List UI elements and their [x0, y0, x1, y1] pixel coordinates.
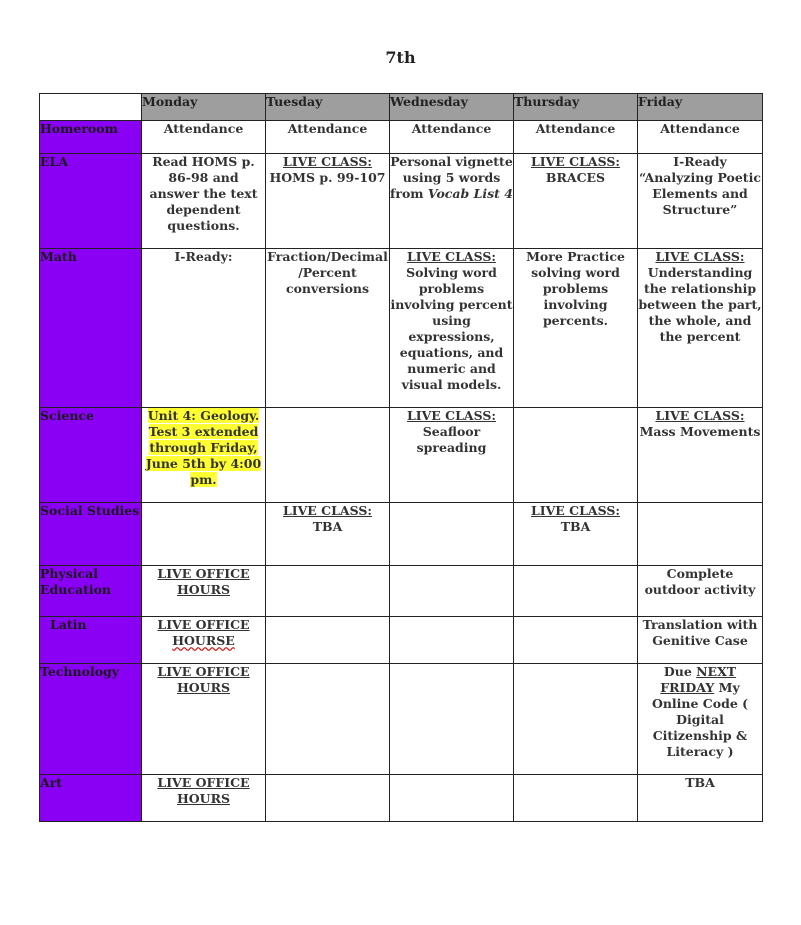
- cell-text: Mass Movements: [639, 424, 761, 439]
- corner-cell: [40, 94, 142, 121]
- live-class-label: LIVE CLASS:: [406, 408, 497, 423]
- cell-science-wednesday: [390, 408, 514, 503]
- row-homeroom: [40, 121, 763, 154]
- cell-text: TBA: [560, 519, 591, 534]
- row-technology: [40, 664, 763, 775]
- cell-latin-friday: Translation with Genitive Case: [638, 617, 763, 664]
- cell-latin-thursday: [514, 617, 638, 664]
- schedule-table: [39, 93, 763, 822]
- live-class-label: LIVE CLASS:: [655, 408, 745, 423]
- office-hours-label: LIVE OFFICE HOURS: [157, 566, 250, 597]
- day-header-friday: Friday: [638, 94, 763, 121]
- day-header-thursday: Thursday: [514, 94, 638, 121]
- day-header-wednesday: Wednesday: [390, 94, 514, 121]
- cell-math-monday: I-Ready:: [142, 249, 266, 408]
- cell-pe-wednesday: [390, 566, 514, 617]
- cell-science-thursday: [514, 408, 638, 503]
- cell-text: Personal vignette using 5 words from: [390, 154, 513, 201]
- cell-text: Seafloor spreading: [416, 424, 487, 455]
- live-class-label: LIVE CLASS:: [282, 503, 373, 518]
- cell-text: My Online Code ( Digital Citizenship & Literacy ): [651, 680, 749, 759]
- row-art: [40, 775, 763, 822]
- live-class-label: LIVE CLASS:: [406, 249, 497, 264]
- cell-social-studies-wednesday: [390, 503, 514, 566]
- subject-technology: Technology: [40, 664, 142, 775]
- cell-art-friday: TBA: [638, 775, 763, 822]
- subject-ela: ELA: [40, 154, 142, 249]
- page-title: 7th: [385, 48, 416, 67]
- cell-homeroom-wednesday: Attendance: [390, 121, 514, 154]
- vocab-list-text: Vocab List 4: [427, 186, 513, 201]
- cell-text: TBA: [312, 519, 343, 534]
- live-class-label: LIVE CLASS:: [282, 154, 373, 169]
- row-science: [40, 408, 763, 503]
- row-latin: [40, 617, 763, 664]
- cell-social-studies-tuesday: [266, 503, 390, 566]
- misspelled-word: HOURSE: [172, 633, 235, 648]
- cell-social-studies-friday: [638, 503, 763, 566]
- cell-art-thursday: [514, 775, 638, 822]
- cell-ela-wednesday: [390, 154, 514, 249]
- cell-math-tuesday: Fraction/Decimal /Percent conversions: [266, 249, 390, 408]
- cell-social-studies-monday: [142, 503, 266, 566]
- office-hours-label: LIVE OFFICE HOURS: [157, 664, 250, 695]
- subject-math: Math: [40, 249, 142, 408]
- cell-ela-tuesday: [266, 154, 390, 249]
- subject-art: Art: [40, 775, 142, 822]
- cell-text: Read HOMS p. 86-98 and answer the text dependent questions.: [149, 154, 258, 233]
- cell-homeroom-tuesday: Attendance: [266, 121, 390, 154]
- cell-homeroom-thursday: Attendance: [514, 121, 638, 154]
- cell-technology-thursday: [514, 664, 638, 775]
- day-header-monday: Monday: [142, 94, 266, 121]
- cell-pe-tuesday: [266, 566, 390, 617]
- cell-latin-monday: [142, 617, 266, 664]
- row-social-studies: [40, 503, 763, 566]
- office-hours-label: LIVE OFFICE: [157, 617, 250, 632]
- cell-art-monday: [142, 775, 266, 822]
- cell-pe-friday: Complete outdoor activity: [638, 566, 763, 617]
- cell-text: HOMS p. 99-107: [269, 170, 386, 185]
- cell-ela-monday: [142, 154, 266, 249]
- cell-text: Understanding the relationship between the part, the whole, and the percent: [638, 265, 762, 344]
- cell-ela-friday: [638, 154, 763, 249]
- next-friday-text: NEXT FRIDAY: [660, 664, 737, 695]
- header-row: [40, 94, 763, 121]
- cell-homeroom-monday: Attendance: [142, 121, 266, 154]
- cell-text: “Analyzing Poetic Elements and Structure”: [639, 170, 761, 217]
- cell-text: BRACES: [545, 170, 606, 185]
- cell-art-tuesday: [266, 775, 390, 822]
- cell-pe-thursday: [514, 566, 638, 617]
- cell-text: I-Ready: [673, 154, 727, 169]
- row-ela: [40, 154, 763, 249]
- cell-technology-tuesday: [266, 664, 390, 775]
- subject-homeroom: Homeroom: [40, 121, 142, 154]
- row-physical-education: [40, 566, 763, 617]
- office-hours-label: LIVE OFFICE HOURS: [157, 775, 250, 806]
- cell-math-wednesday: [390, 249, 514, 408]
- cell-technology-wednesday: [390, 664, 514, 775]
- subject-physical-education: Physical Education: [40, 566, 142, 617]
- cell-science-monday: [142, 408, 266, 503]
- cell-text: Solving word problems involving percent using expressions, equations, and numeric and visual models.: [390, 265, 513, 392]
- cell-pe-monday: [142, 566, 266, 617]
- live-class-label: LIVE CLASS:: [530, 503, 621, 518]
- cell-math-thursday: More Practice solving word problems involving percents.: [514, 249, 638, 408]
- cell-technology-monday: [142, 664, 266, 775]
- live-class-label: LIVE CLASS:: [655, 249, 745, 264]
- live-class-label: LIVE CLASS:: [530, 154, 621, 169]
- cell-science-friday: [638, 408, 763, 503]
- cell-social-studies-thursday: [514, 503, 638, 566]
- row-math: [40, 249, 763, 408]
- cell-technology-friday: [638, 664, 763, 775]
- highlighted-notice: Unit 4: Geology. Test 3 extended through Friday, June 5th by 4:00 pm.: [145, 408, 262, 487]
- cell-latin-tuesday: [266, 617, 390, 664]
- cell-math-friday: [638, 249, 763, 408]
- subject-science: Science: [40, 408, 142, 503]
- cell-ela-thursday: [514, 154, 638, 249]
- cell-science-tuesday: [266, 408, 390, 503]
- subject-latin: Latin: [40, 617, 142, 664]
- cell-homeroom-friday: Attendance: [638, 121, 763, 154]
- cell-latin-wednesday: [390, 617, 514, 664]
- cell-art-wednesday: [390, 775, 514, 822]
- subject-social-studies: Social Studies: [40, 503, 142, 566]
- day-header-tuesday: Tuesday: [266, 94, 390, 121]
- cell-text: Due: [663, 664, 697, 679]
